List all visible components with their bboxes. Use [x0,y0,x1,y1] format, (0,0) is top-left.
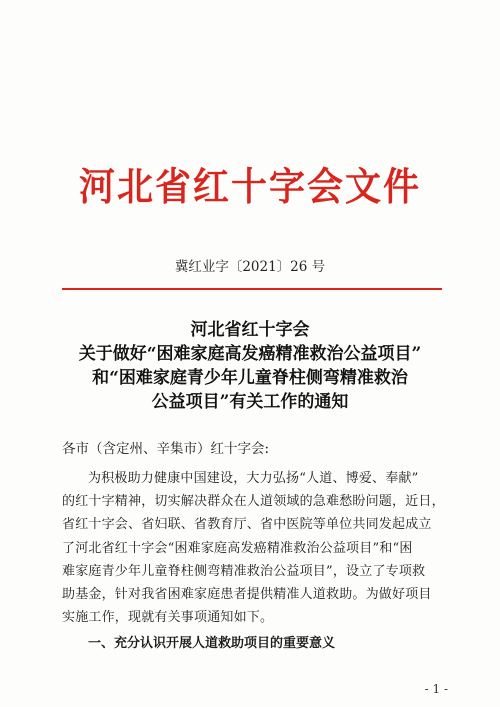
notice-title [0,318,500,414]
body-line: 了河北省红十字会“困难家庭高发癌精准救治公益项目”和“困 [62,540,413,556]
notice-title-line: 关于做好“困难家庭高发癌精准救治公益项目” [78,344,422,364]
body-line: 助基金，针对我省困难家庭患者提供精准人道救助。为做好项目 [62,587,432,603]
body-line: 实施工作，现就有关事项通知如下。 [62,610,274,626]
red-divider-rule [62,288,442,290]
section-heading: 一、充分认识开展人道救助项目的重要意义 [88,636,336,651]
notice-title-line: 公益项目”有关工作的通知 [151,392,349,412]
body-line: 的红十字精神，切实解决群众在人道领域的急难愁盼问题，近日， [62,494,445,510]
org-document-title: 河北省红十字会文件 [78,165,421,210]
notice-title-line: 和“困难家庭青少年儿童脊柱侧弯精准救治 [92,368,408,388]
notice-title-line: 河北省红十字会 [190,320,310,340]
body-line: 难家庭青少年儿童脊柱侧弯精准救治公益项目”，设立了专项救 [62,563,426,579]
body-paragraph [62,467,444,629]
body-line: 为积极助力健康中国建设，大力弘扬“人道、博爱、奉献” [88,471,419,486]
page-number: - 1 - [424,682,448,696]
addressee-line: 各市（含定州、辛集市）红十字会: [62,441,270,457]
document-number: 冀红业字〔2021〕26 号 [174,259,326,275]
body-line: 省红十字会、省妇联、省教育厅、省中医院等单位共同发起成立 [62,517,432,533]
